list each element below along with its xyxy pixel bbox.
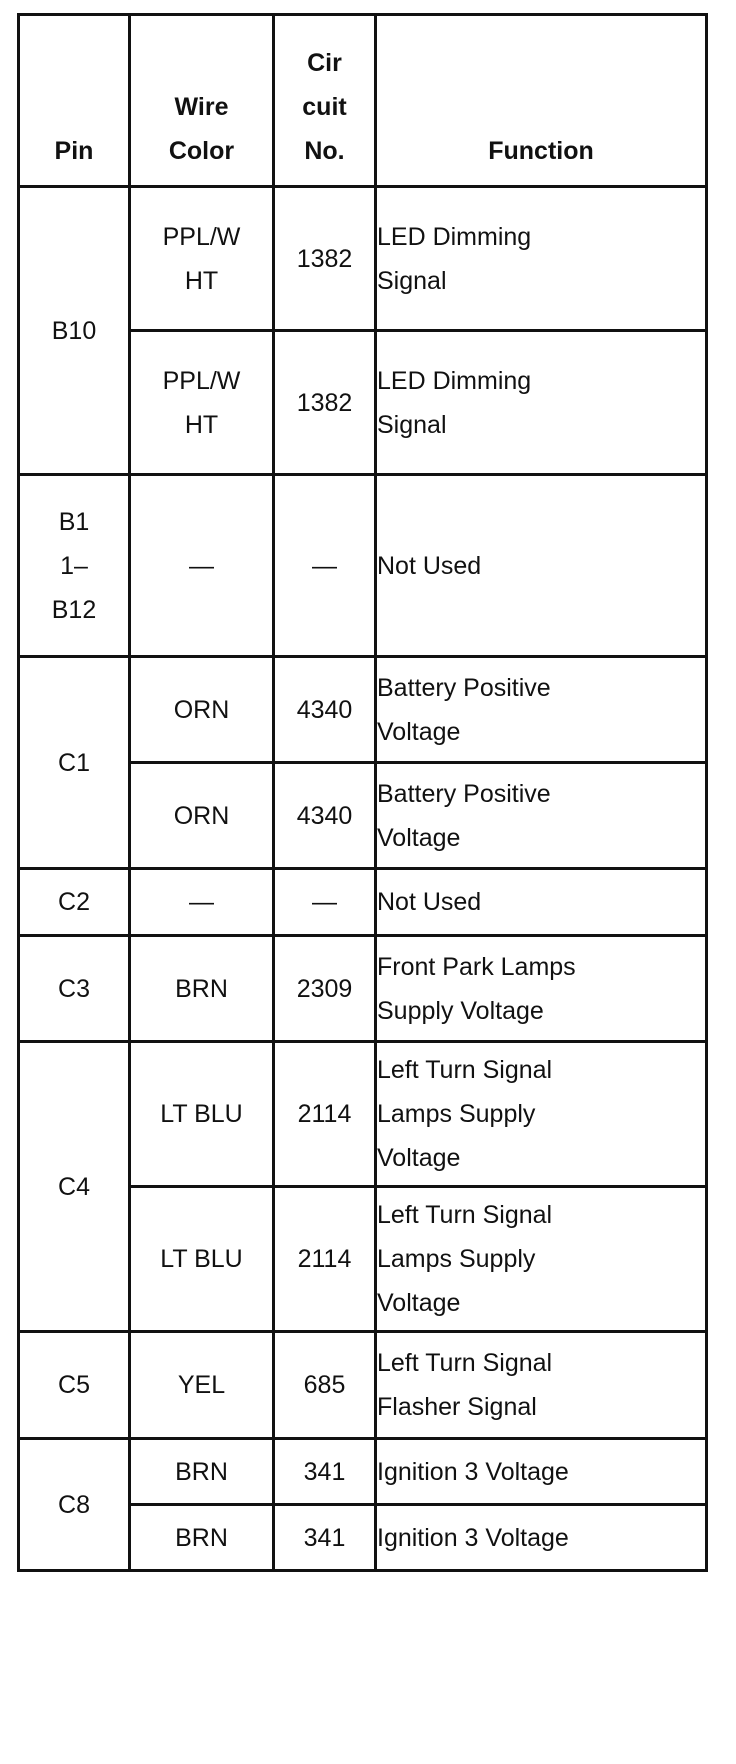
circuit-value: 341: [303, 1457, 346, 1486]
function-value: Ignition 3 Voltage: [377, 1523, 569, 1552]
function-cell: [376, 1332, 707, 1439]
function-line: Supply Voltage: [377, 996, 544, 1025]
wire-color-value: —: [189, 551, 214, 580]
circuit-value: 1382: [296, 244, 353, 273]
circuit-cell: [274, 657, 376, 763]
table-row: [19, 657, 707, 763]
pin-value: C1: [58, 748, 90, 777]
circuit-value: 341: [303, 1523, 346, 1552]
function-line: Left Turn Signal: [377, 1349, 553, 1377]
function-cell: [376, 1505, 707, 1571]
table-row: [19, 1332, 707, 1439]
header-circuit-no: [274, 15, 376, 187]
wire-color-cell: [130, 657, 274, 763]
wire-color-line: HT: [184, 266, 219, 295]
wire-color-value: LT BLU: [160, 1245, 243, 1273]
circuit-value: —: [312, 551, 337, 580]
wire-color-cell: [130, 1505, 274, 1571]
function-line: Left Turn Signal: [377, 1201, 553, 1229]
circuit-cell: [274, 331, 376, 475]
function-cell: [376, 657, 707, 763]
pin-cell: [19, 1332, 130, 1439]
table-row: [19, 869, 707, 936]
wire-color-value: LT BLU: [160, 1100, 243, 1128]
table-row: [19, 936, 707, 1042]
wire-color-cell: [130, 1042, 274, 1187]
wire-color-line: PPL/W: [162, 222, 241, 251]
circuit-value: 685: [303, 1371, 346, 1399]
function-line: Battery Positive: [377, 779, 551, 808]
function-line: Lamps Supply: [377, 1100, 536, 1128]
function-line: Voltage: [377, 1144, 461, 1172]
wire-color-cell: [130, 475, 274, 657]
function-value: Ignition 3 Voltage: [377, 1457, 569, 1486]
pin-line: 1–: [60, 551, 88, 580]
circuit-value: 2114: [297, 1100, 352, 1128]
function-line: Left Turn Signal: [377, 1056, 553, 1084]
function-line: Flasher Signal: [377, 1393, 537, 1421]
function-cell: [376, 936, 707, 1042]
table-row: [19, 1439, 707, 1505]
function-cell: [376, 869, 707, 936]
function-cell: [376, 1187, 707, 1332]
wire-color-value: YEL: [177, 1371, 226, 1399]
pin-cell: [19, 657, 130, 869]
function-cell: [376, 1042, 707, 1187]
circuit-value: 2309: [296, 974, 353, 1003]
function-value: Not Used: [377, 888, 482, 916]
table-row: [19, 1042, 707, 1187]
wire-color-cell: [130, 936, 274, 1042]
wire-color-line: PPL/W: [162, 366, 241, 395]
function-cell: [376, 763, 707, 869]
function-line: Signal: [377, 266, 447, 295]
circuit-value: 2114: [297, 1245, 352, 1273]
header-function: [376, 15, 707, 187]
circuit-cell: [274, 869, 376, 936]
function-cell: [376, 1439, 707, 1505]
circuit-cell: [274, 1505, 376, 1571]
circuit-cell: [274, 763, 376, 869]
header-row: [19, 15, 707, 187]
function-line: Voltage: [377, 1289, 461, 1317]
wire-color-cell: [130, 1187, 274, 1332]
circuit-value: 4340: [296, 801, 353, 830]
circuit-cell: [274, 475, 376, 657]
table-row: [19, 475, 707, 657]
pin-cell: [19, 936, 130, 1042]
wire-color-cell: [130, 331, 274, 475]
wire-color-cell: [130, 187, 274, 331]
header-wire-color-line-1: Wire: [174, 93, 229, 121]
circuit-value: 1382: [296, 388, 353, 417]
wire-color-cell: [130, 1439, 274, 1505]
pin-value: C3: [58, 974, 90, 1003]
header-circuit-line-3: No.: [304, 137, 345, 165]
pin-cell: [19, 1439, 130, 1571]
pin-cell: [19, 869, 130, 936]
function-line: Battery Positive: [377, 673, 551, 702]
circuit-cell: [274, 936, 376, 1042]
pin-value: C5: [58, 1371, 90, 1399]
pin-value: B10: [51, 316, 97, 345]
function-value: Not Used: [377, 551, 482, 580]
function-cell: [376, 331, 707, 475]
circuit-value: —: [312, 888, 337, 916]
header-wire-color: [130, 15, 274, 187]
function-line: Signal: [377, 410, 447, 439]
wire-color-value: —: [189, 888, 214, 916]
wire-color-cell: [130, 763, 274, 869]
pin-cell: [19, 1042, 130, 1332]
function-line: LED Dimming: [377, 366, 532, 395]
wire-color-value: BRN: [175, 974, 228, 1003]
circuit-cell: [274, 1439, 376, 1505]
wire-color-value: ORN: [173, 695, 230, 724]
circuit-cell: [274, 1042, 376, 1187]
pin-cell: [19, 187, 130, 475]
table-row: [19, 187, 707, 331]
function-line: LED Dimming: [377, 222, 532, 251]
pin-value: C8: [58, 1490, 90, 1519]
wire-color-cell: [130, 869, 274, 936]
header-circuit-line-1: Cir: [307, 49, 342, 77]
wire-color-line: HT: [184, 410, 219, 439]
function-cell: [376, 475, 707, 657]
function-line: Lamps Supply: [377, 1245, 536, 1273]
wire-color-value: BRN: [175, 1523, 228, 1552]
header-circuit-line-2: cuit: [302, 93, 347, 121]
wire-color-cell: [130, 1332, 274, 1439]
function-line: Front Park Lamps: [377, 952, 576, 981]
function-line: Voltage: [377, 823, 461, 852]
pin-cell: [19, 475, 130, 657]
circuit-value: 4340: [296, 695, 353, 724]
pin-line: B12: [51, 595, 97, 624]
header-wire-color-line-2: Color: [168, 137, 235, 165]
wire-color-value: BRN: [175, 1457, 228, 1486]
header-pin-label: Pin: [54, 137, 94, 165]
header-pin: [19, 15, 130, 187]
wire-color-value: ORN: [173, 801, 230, 830]
circuit-cell: [274, 1332, 376, 1439]
function-cell: [376, 187, 707, 331]
function-line: Voltage: [377, 717, 461, 746]
pin-value: C4: [58, 1172, 90, 1201]
circuit-cell: [274, 1187, 376, 1332]
pin-line: B1: [58, 507, 90, 536]
pinout-table: [17, 13, 708, 1572]
pin-value: C2: [58, 888, 90, 916]
circuit-cell: [274, 187, 376, 331]
header-function-label: Function: [488, 137, 594, 165]
